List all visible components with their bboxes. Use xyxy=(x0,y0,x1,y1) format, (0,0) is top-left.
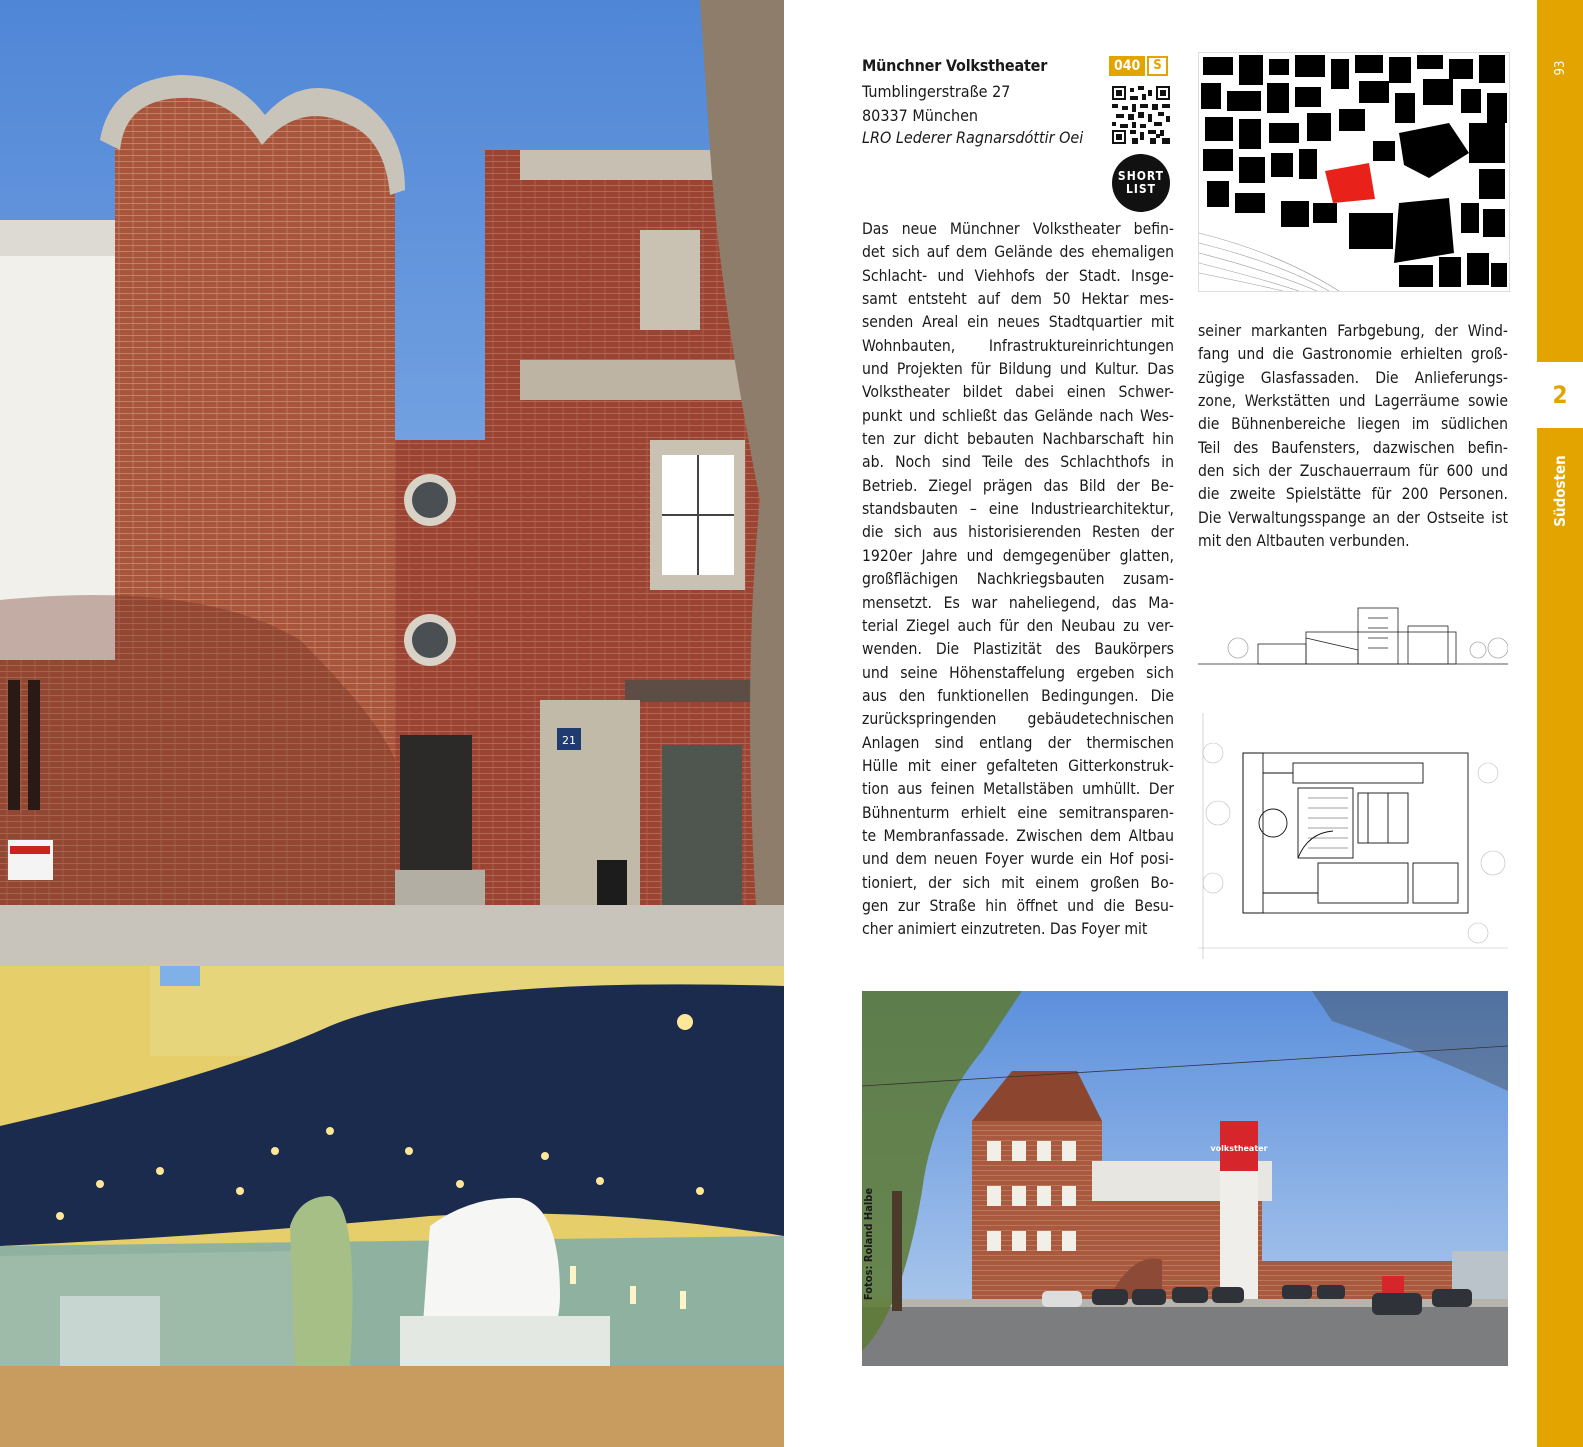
body-text-line: Betrieb. Ziegel prägen das Bild der Be- xyxy=(862,476,1174,495)
body-text-line: terial Ziegel auch für den Neubau zu ver- xyxy=(862,616,1174,635)
body-text-line: mit den Altbauten verbunden. xyxy=(1198,532,1410,551)
architect-name: LRO Lederer Ragnarsdóttir Oei xyxy=(862,128,1084,147)
entry-category: S xyxy=(1147,56,1167,76)
site-plan-map xyxy=(1198,52,1510,292)
body-text-line: die Bühnenbereiche liegen im südlichen xyxy=(1198,415,1508,434)
photo-credit: Fotos: Roland Halbe xyxy=(861,1187,875,1301)
body-text-line: ten zur dicht bebauten Nachbarschaft hin xyxy=(862,430,1174,449)
body-text-line: te Membranfassade. Zwischen dem Altbau xyxy=(862,826,1174,845)
body-text-line: cher animiert einzutreten. Das Foyer mit xyxy=(862,920,1148,939)
body-text-line: die sich aus historisierenden Resten der xyxy=(862,523,1174,542)
qr-code-icon[interactable] xyxy=(1112,86,1170,144)
body-text-line: großflächigen Nachkriegsbauten zusam- xyxy=(862,570,1174,589)
body-text-line: Das neue Münchner Volkstheater befin- xyxy=(862,220,1174,238)
body-text-line: und seine Höhenstaffelung ergeben sich xyxy=(862,663,1174,682)
address-street: Tumblingerstraße 27 xyxy=(862,82,1011,101)
body-text-line: Bühnenturm erhielt eine semitransparen- xyxy=(862,803,1174,822)
body-text-line: wenden. Die Plastizität des Baukörpers xyxy=(862,640,1174,659)
body-text-line: den sich der Zuschauerraum für 600 und xyxy=(1198,462,1508,481)
body-text-line: gen zur Straße hin öffnet und die Besu- xyxy=(862,896,1174,915)
body-text-line: zurückspringenden gebäudetechnischen xyxy=(862,710,1174,729)
shortlist-badge xyxy=(1112,154,1170,212)
body-text-line: Die Verwaltungsspange an der Ostseite ist xyxy=(1198,508,1508,527)
photo-brick-facade xyxy=(0,0,784,966)
body-text-line: senden Areal ein neues Stadtquartier mit xyxy=(862,313,1174,332)
room-number-sign: 21 xyxy=(562,734,576,747)
body-text-line: die zweite Spielstätte für 200 Personen. xyxy=(1198,485,1508,504)
body-text-column-1 xyxy=(862,218,1174,942)
body-text-line: punkt und schließt das Gelände nach Wes- xyxy=(862,406,1174,425)
entry-number: 040 xyxy=(1109,56,1145,76)
body-text-line: tioniert, der sich mit einem großen Bo- xyxy=(862,873,1174,892)
body-text-line: standsbauten – eine Industriearchitektur, xyxy=(862,500,1174,519)
body-text-line: tion aus feinen Metallstäben umhüllt. Der xyxy=(862,780,1174,799)
entry-badge xyxy=(1109,56,1168,76)
address-city: 80337 München xyxy=(862,106,979,125)
body-text-line: Wohnbauten, Infrastruktureinrichtungen xyxy=(862,336,1174,355)
building-title: Münchner Volkstheater xyxy=(862,56,1048,75)
body-text-line: samt entsteht auf dem 50 Hektar mes- xyxy=(862,290,1174,309)
body-text-line: Teil des Baufensters, dazwischen befin- xyxy=(1198,438,1508,457)
photo-foyer xyxy=(0,966,784,1447)
shortlist-line-2: LIST xyxy=(1125,182,1157,196)
body-text-line: und Projekten für Bildung und Kultur. Das xyxy=(862,360,1174,379)
body-text-line: seiner markanten Farbgebung, der Wind- xyxy=(1198,322,1508,340)
photo-street-view xyxy=(862,991,1508,1366)
body-text-column-2 xyxy=(1198,320,1508,553)
body-text-line: Anlagen sind entlang der thermischen xyxy=(862,733,1174,752)
body-text-line: Volkstheater bildet dabei einen Schwer- xyxy=(862,383,1174,402)
body-text-line: Schlacht- und Viehhofs der Stadt. Insge- xyxy=(862,266,1174,285)
chapter-tab-bar xyxy=(1537,0,1583,1447)
body-text-line: ab. Noch sind Teile des Schlachthofs in xyxy=(862,453,1174,472)
building-section-drawing xyxy=(1198,598,1508,674)
body-text-line: zone, Werkstätten und Lagerräume sowie xyxy=(1198,392,1508,411)
theater-sign-text: volkstheater xyxy=(1210,1144,1268,1153)
page-number: 93 xyxy=(1552,60,1568,76)
chapter-number[interactable]: 2 xyxy=(1537,362,1583,428)
body-text-line: det sich auf dem Gelände des ehemaligen xyxy=(862,243,1174,262)
chapter-region-label: Südosten xyxy=(1551,455,1569,527)
body-text-line: aus den funktionellen Bedingungen. Die xyxy=(862,686,1174,705)
body-text-line: und dem neuen Foyer wurde ein Hof posi- xyxy=(862,850,1174,869)
body-text-line: fang und die Gastronomie erhielten groß- xyxy=(1198,345,1508,364)
body-text-line: 1920er Jahre und demgegenüber glatten, xyxy=(862,546,1174,565)
body-text-line: zügige Glasfassaden. Die Anlieferungs- xyxy=(1198,368,1508,387)
shortlist-line-1: SHORT xyxy=(1117,169,1165,183)
body-text-line: mensetzt. Es war naheliegend, das Ma- xyxy=(862,593,1174,612)
body-text-line: Hülle mit einer gefalteten Gitterkonstruk- xyxy=(862,756,1174,775)
floor-plan-drawing xyxy=(1198,713,1508,959)
